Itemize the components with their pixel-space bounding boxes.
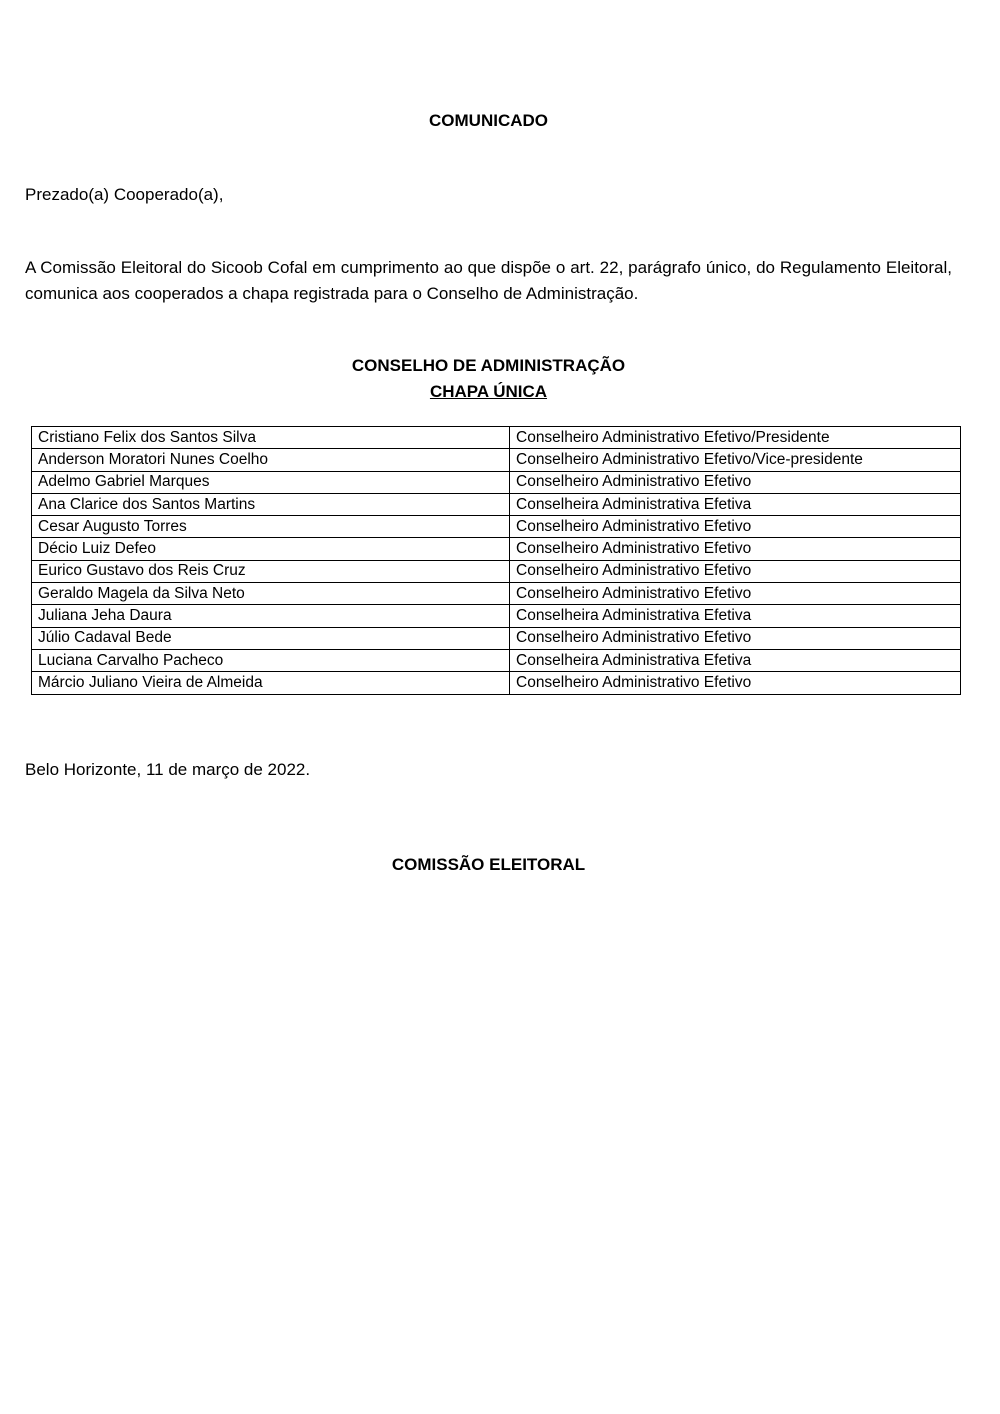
table-row (32, 672, 961, 694)
member-role: Conselheira Administrativa Efetiva (510, 649, 961, 671)
document-title: COMUNICADO (429, 111, 548, 130)
member-name: Juliana Jeha Daura (32, 605, 510, 627)
table-row (32, 649, 961, 671)
member-name: Luciana Carvalho Pacheco (32, 649, 510, 671)
section-heading (0, 353, 977, 405)
member-name: Adelmo Gabriel Marques (32, 471, 510, 493)
section-title: CONSELHO DE ADMINISTRAÇÃO (351, 356, 626, 375)
table-row (32, 493, 961, 515)
table-row (32, 538, 961, 560)
table-row (32, 583, 961, 605)
section-subtitle: CHAPA ÚNICA (429, 382, 548, 401)
table-row (32, 560, 961, 582)
member-role: Conselheiro Administrativo Efetivo (510, 538, 961, 560)
member-name: Anderson Moratori Nunes Coelho (32, 449, 510, 471)
member-name: Júlio Cadaval Bede (32, 627, 510, 649)
member-role: Conselheira Administrativa Efetiva (510, 605, 961, 627)
table-row (32, 605, 961, 627)
member-role: Conselheiro Administrativo Efetivo (510, 672, 961, 694)
member-role: Conselheiro Administrativo Efetivo/Vice-presidente (510, 449, 961, 471)
signature-block: COMISSÃO ELEITORAL (391, 855, 586, 874)
table-row (32, 627, 961, 649)
member-role: Conselheira Administrativa Efetiva (510, 493, 961, 515)
member-name: Cristiano Felix dos Santos Silva (32, 427, 510, 449)
table-row (32, 449, 961, 471)
members-table (31, 426, 961, 695)
greeting: Prezado(a) Cooperado(a), (25, 185, 224, 204)
member-name: Cesar Augusto Torres (32, 516, 510, 538)
member-role: Conselheiro Administrativo Efetivo/Presidente (510, 427, 961, 449)
member-name: Geraldo Magela da Silva Neto (32, 583, 510, 605)
member-role: Conselheiro Administrativo Efetivo (510, 516, 961, 538)
table-row (32, 427, 961, 449)
member-role: Conselheiro Administrativo Efetivo (510, 471, 961, 493)
member-name: Eurico Gustavo dos Reis Cruz (32, 560, 510, 582)
member-name: Márcio Juliano Vieira de Almeida (32, 672, 510, 694)
member-name: Décio Luiz Defeo (32, 538, 510, 560)
body-paragraph: A Comissão Eleitoral do Sicoob Cofal em cumprimento ao que dispõe o art. 22, parágrafo único, do Regulamento Eleitoral, comunica aos cooperados a chapa registrada para o Conselho de Administração. (25, 258, 952, 303)
table-row (32, 516, 961, 538)
member-name: Ana Clarice dos Santos Martins (32, 493, 510, 515)
place-date: Belo Horizonte, 11 de março de 2022. (25, 760, 311, 779)
member-role: Conselheiro Administrativo Efetivo (510, 560, 961, 582)
member-role: Conselheiro Administrativo Efetivo (510, 627, 961, 649)
table-row (32, 471, 961, 493)
member-role: Conselheiro Administrativo Efetivo (510, 583, 961, 605)
